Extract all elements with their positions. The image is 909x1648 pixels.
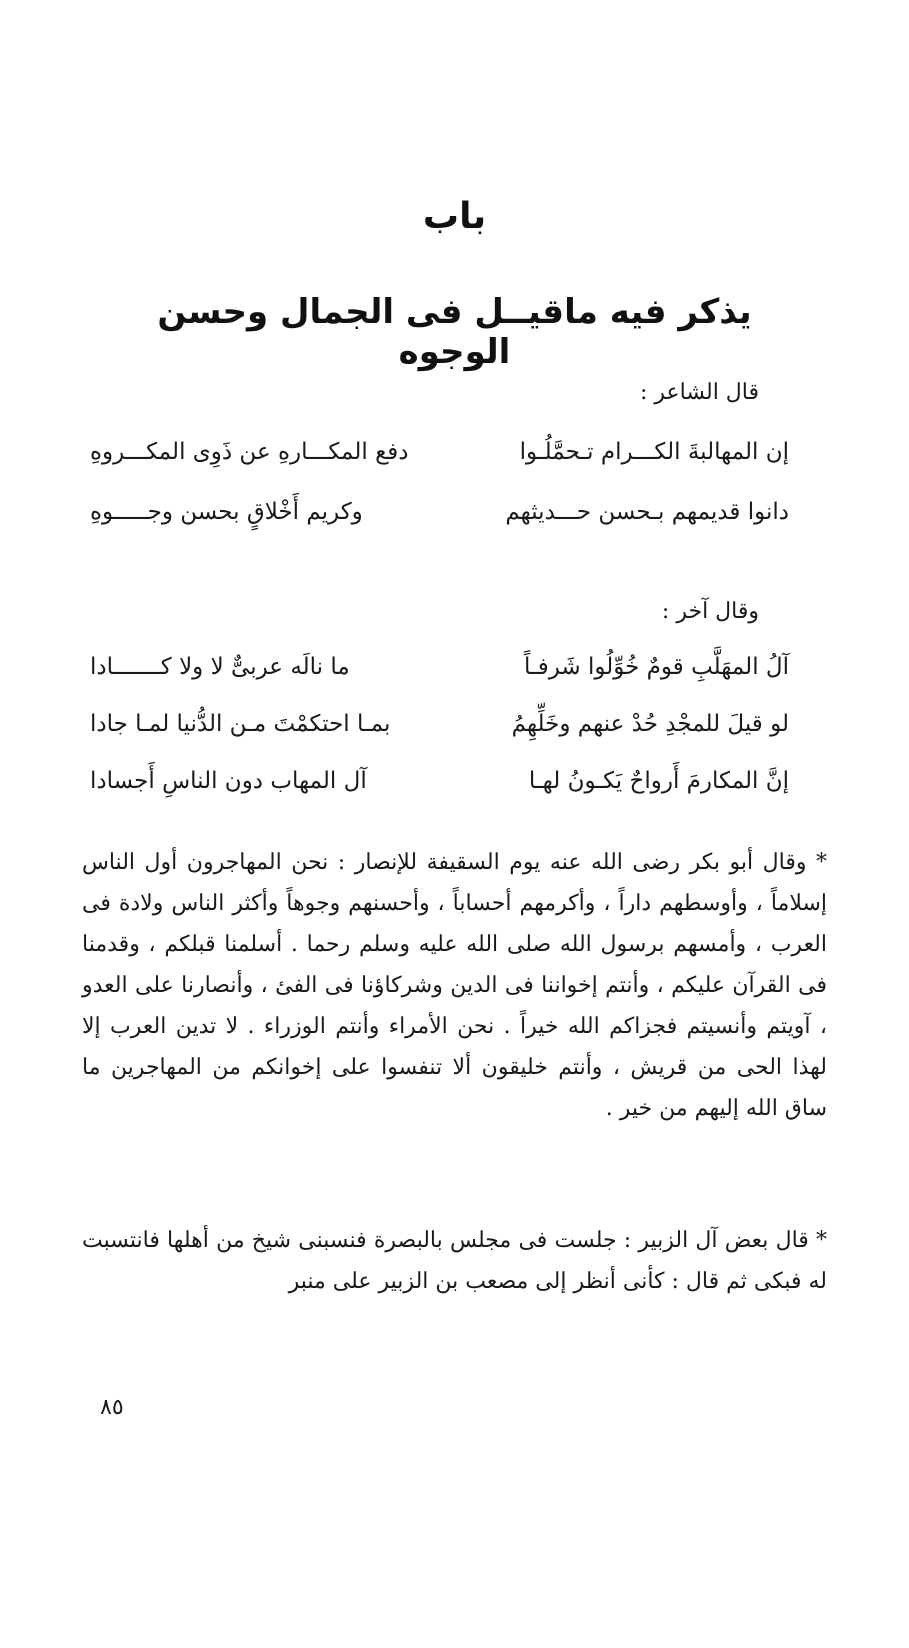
poem1-verse1-second: دفع المكـــارهِ عن ذَوِى المكـــروهِ bbox=[90, 439, 409, 465]
poem2-verse3-second: آل المهاب دون الناسِ أَجسادا bbox=[90, 768, 367, 794]
poem2-verse3-first: إنَّ المكارمَ أَرواحٌ يَكـونُ لهـا bbox=[528, 768, 789, 794]
poem2-intro: وقال آخر : bbox=[661, 599, 759, 624]
page-number: ٨٥ bbox=[100, 1395, 124, 1420]
chapter-label: باب bbox=[422, 196, 487, 237]
poem1-intro: قال الشاعر : bbox=[639, 380, 759, 405]
poem1-verse1-first: إن المهالبةَ الكـــرام تـحمَّلُـوا bbox=[519, 439, 789, 465]
paragraph-abu-bakr: ‏* وقال أبو بكر رضى الله عنه يوم السقيفة للإنصار : نحن المهاجرون أول الناس إسلاماً ، وأوسطهم داراً ، وأكرمهم أحساباً ، وأحسنهم وجوهاً وأكثر الناس ولادة فى العرب ، وأمسهم برسول الله صلى الله عليه وسلم رحما . أسلمنا قبلكم ، وقدمنا فى القرآن عليكم ، وأنتم إخواننا فى الدين وشركاؤنا فى الفئ ، وأنصارنا على العدو ، آويتم وأنسيتم فجزاكم الله خيراً . نحن الأمراء وأنتم الوزراء . لا تدين العرب إلا لهذا الحى من قريش ، وأنتم خليقون ألا تنفسوا على إخوانكم من المهاجرين ما ساق الله إليهم من خير . bbox=[82, 850, 828, 1121]
poem2-verse1-second: ما نالَه عربىٌّ لا ولا كـــــــادا bbox=[90, 654, 350, 680]
poem2-verse1-first: آلُ المهَلَّبِ قومٌ خُوِّلُوا شَرفـاً bbox=[523, 654, 789, 680]
paragraph-al-zubair: ‏* قال بعض آل الزبير : جلست فى مجلس بالبصرة فنسبنى شيخ من أهلها فانتسبت له فبكى ثم قال : كأنى أنظر إلى مصعب بن الزبير على منبر bbox=[82, 1228, 827, 1294]
poem1-verse2-first: دانوا قديمهم بـحسن حـــديثهم bbox=[505, 499, 789, 525]
poem2-verse2-second: بمـا احتكمْتَ مـن الدُّنيا لمـا جادا bbox=[90, 711, 391, 737]
chapter-title: يذكر فيه ماقيــل فى الجمال وحسن الوجوه bbox=[157, 292, 752, 372]
poem1-verse2-second: وكريم أَخْلاقٍ بحسن وجـــــوهِ bbox=[90, 499, 363, 525]
poem2-verse2-first: لو قيلَ للمجْدِ حُدْ عنهم وخَلِّهِمُ bbox=[511, 711, 789, 737]
